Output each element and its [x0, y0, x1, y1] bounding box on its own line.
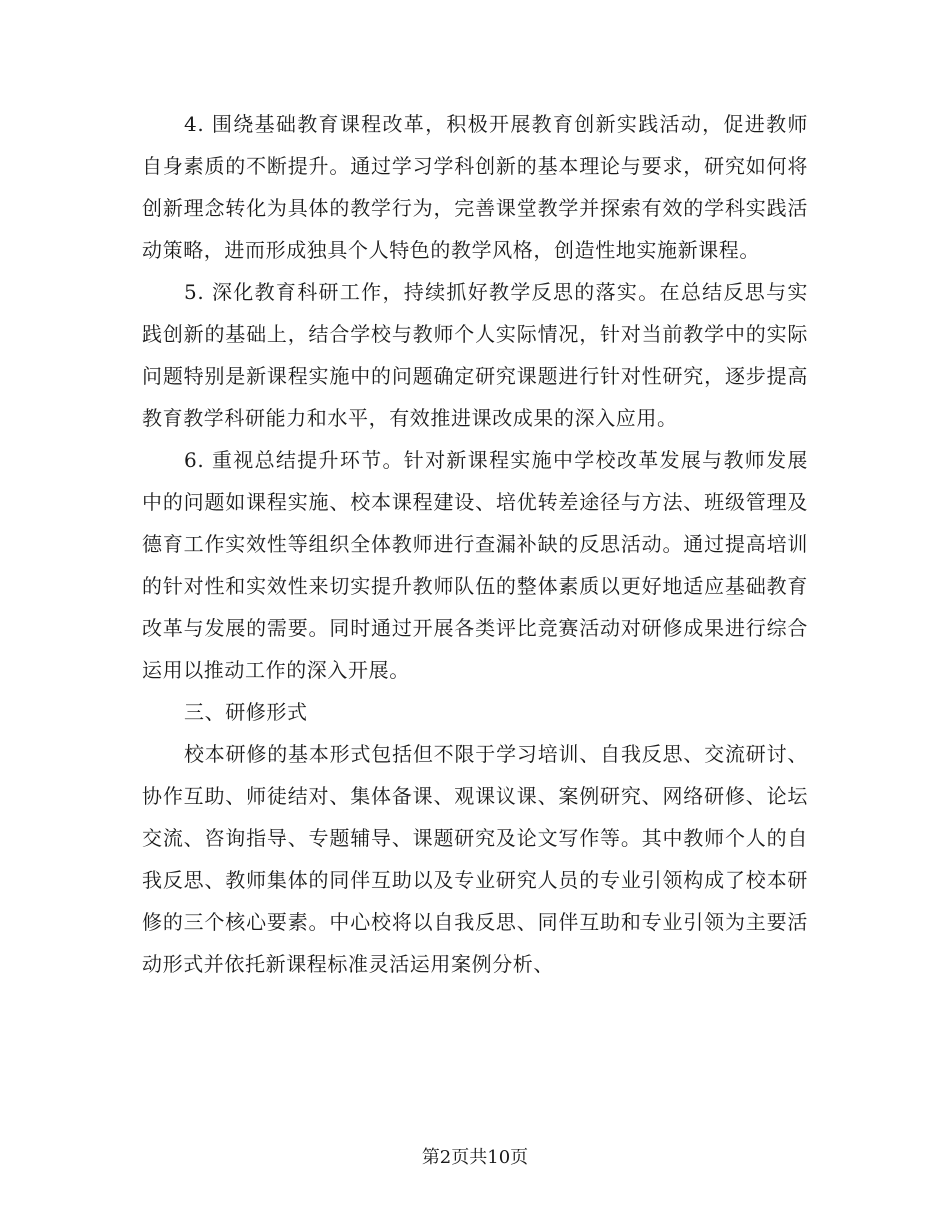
document-body: [142, 103, 808, 985]
paragraph-item-5: 5. 深化教育科研工作，持续抓好教学反思的落实。在总结反思与实践创新的基础上，结合学校与教师个人实际情况，针对当前教学中的实际问题特别是新课程实施中的问题确定研究课题进行针对性研究，逐步提高教育教学科研能力和水平，有效推进课改成果的深入应用。: [142, 280, 808, 430]
section-heading-research-forms: 三、研修形式: [184, 700, 308, 724]
page-number-footer: 第2页共10页: [421, 1147, 529, 1168]
paragraph-item-6: 6. 重视总结提升环节。针对新课程实施中学校改革发展与教师发展中的问题如课程实施、校本课程建设、培优转差途径与方法、班级管理及德育工作实效性等组织全体教师进行查漏补缺的反思活动。通过提高培训的针对性和实效性来切实提升教师队伍的整体素质以更好地适应基础教育改革与发展的需要。同时通过开展各类评比竞赛活动对研修成果进行综合运用以推动工作的深入开展。: [142, 448, 808, 682]
paragraph-item-4: 4. 围绕基础教育课程改革，积极开展教育创新实践活动，促进教师自身素质的不断提升。通过学习学科创新的基本理论与要求，研究如何将创新理念转化为具体的教学行为，完善课堂教学并探索有效的学科实践活动策略，进而形成独具个人特色的教学风格，创造性地实施新课程。: [142, 112, 808, 262]
paragraph-research-forms: 校本研修的基本形式包括但不限于学习培训、自我反思、交流研讨、协作互助、师徒结对、集体备课、观课议课、案例研究、网络研修、论坛交流、咨询指导、专题辅导、课题研究及论文写作等。其中教师个人的自我反思、教师集体的同伴互助以及专业研究人员的专业引领构成了校本研修的三个核心要素。中心校将以自我反思、同伴互助和专业引领为主要活动形式并依托新课程标准灵活运用案例分析、: [142, 742, 808, 976]
